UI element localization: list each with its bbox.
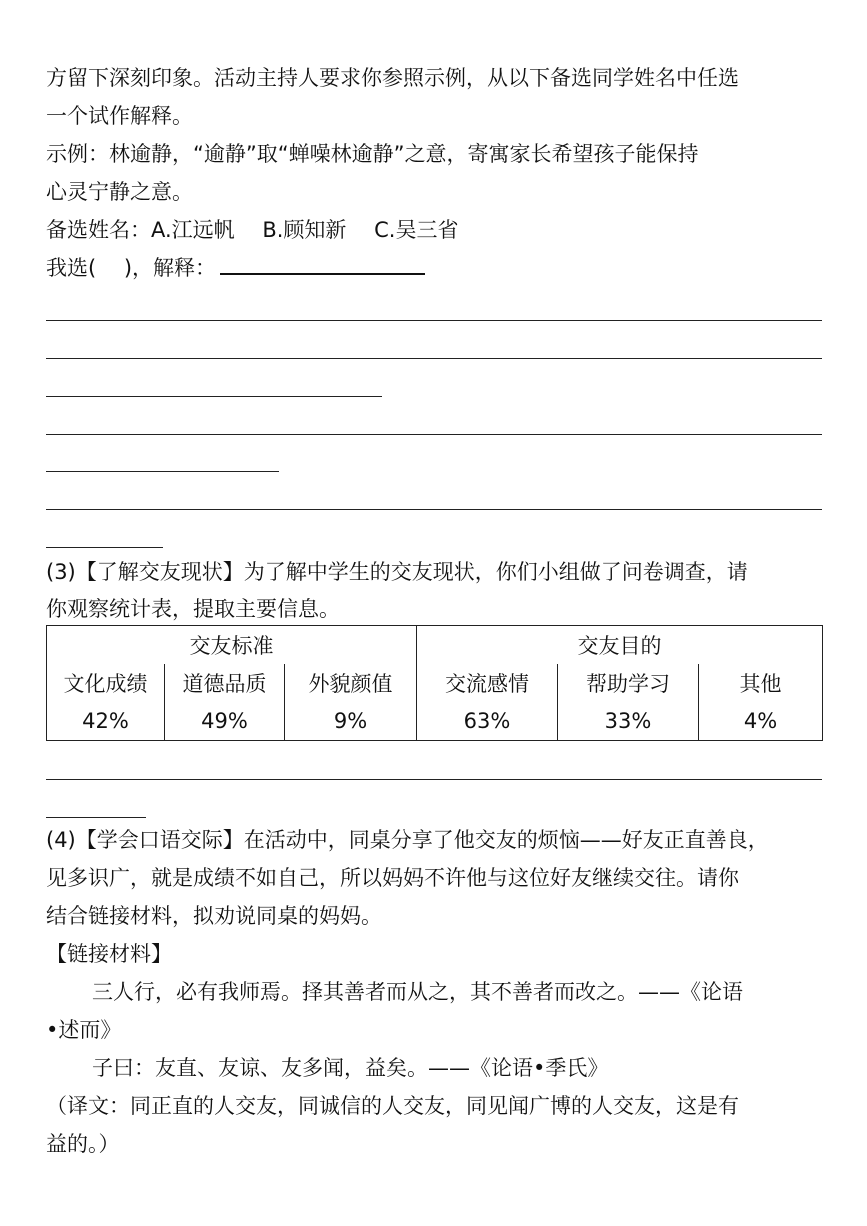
answer-label: 我选( )，解释：: [46, 256, 217, 280]
answer-blank-line[interactable]: [46, 547, 163, 548]
answer-fill-blank[interactable]: [220, 253, 425, 275]
material-quote: 子曰：友直、友谅、友多闻，益矣。——《论语•季氏》: [92, 1056, 609, 1080]
table-group-header: 交友标准: [47, 626, 417, 665]
answer-blank-line[interactable]: [46, 817, 146, 818]
table-header-cell: 帮助学习: [558, 664, 699, 702]
table-value-cell: 4%: [699, 702, 823, 741]
table-value-cell: 9%: [285, 702, 417, 741]
survey-table: [46, 625, 823, 741]
translation-cont: 益的。）: [46, 1132, 120, 1156]
table-header-cell: 外貌颜值: [285, 664, 417, 702]
question-4-cont: 见多识广，就是成绩不如自己，所以妈妈不许他与这位好友继续交往。请你: [46, 866, 739, 890]
material-quote: 三人行，必有我师焉。择其善者而从之，其不善者而改之。——《论语: [92, 980, 743, 1004]
table-value-cell: 49%: [165, 702, 285, 741]
material-quote-cont: •述而》: [46, 1018, 122, 1042]
table-value-cell: 33%: [558, 702, 699, 741]
example-line: 示例：林逾静，“逾静”取“蝉噪林逾静”之意，寄寓家长希望孩子能保持: [46, 142, 699, 166]
example-line: 心灵宁静之意。: [46, 180, 193, 204]
answer-blank-line[interactable]: [46, 434, 822, 435]
table-value-cell: 42%: [47, 702, 165, 741]
answer-blank-line[interactable]: [46, 509, 822, 510]
table-group-header: 交友目的: [417, 626, 823, 665]
table-value-cell: 63%: [417, 702, 558, 741]
translation: （译文：同正直的人交友，同诚信的人交友，同见闻广博的人交友，这是有: [46, 1094, 739, 1118]
answer-blank-line[interactable]: [46, 396, 382, 397]
table-header-cell: 交流感情: [417, 664, 558, 702]
link-material-heading: 【链接材料】: [46, 942, 172, 966]
answer-blank-line[interactable]: [46, 320, 822, 321]
text-line: 方留下深刻印象。活动主持人要求你参照示例，从以下备选同学姓名中任选: [46, 66, 739, 90]
answer-blank-line[interactable]: [46, 779, 822, 780]
answer-blank-line[interactable]: [46, 358, 822, 359]
question-3-cont: 你观察统计表，提取主要信息。: [46, 597, 340, 621]
table-header-cell: 其他: [699, 664, 823, 702]
answer-prompt: [46, 253, 425, 283]
question-4: (4)【学会口语交际】在活动中，同桌分享了他交友的烦恼——好友正直善良，: [46, 828, 769, 852]
question-4-cont: 结合链接材料，拟劝说同桌的妈妈。: [46, 904, 382, 928]
table-header-cell: 道德品质: [165, 664, 285, 702]
name-options: 备选姓名：A.江远帆 B.顾知新 C.吴三省: [46, 218, 459, 242]
table-header-cell: 文化成绩: [47, 664, 165, 702]
answer-blank-line[interactable]: [46, 471, 279, 472]
text-line: 一个试作解释。: [46, 104, 193, 128]
question-3: (3)【了解交友现状】为了解中学生的交友现状，你们小组做了问卷调查，请: [46, 560, 748, 584]
